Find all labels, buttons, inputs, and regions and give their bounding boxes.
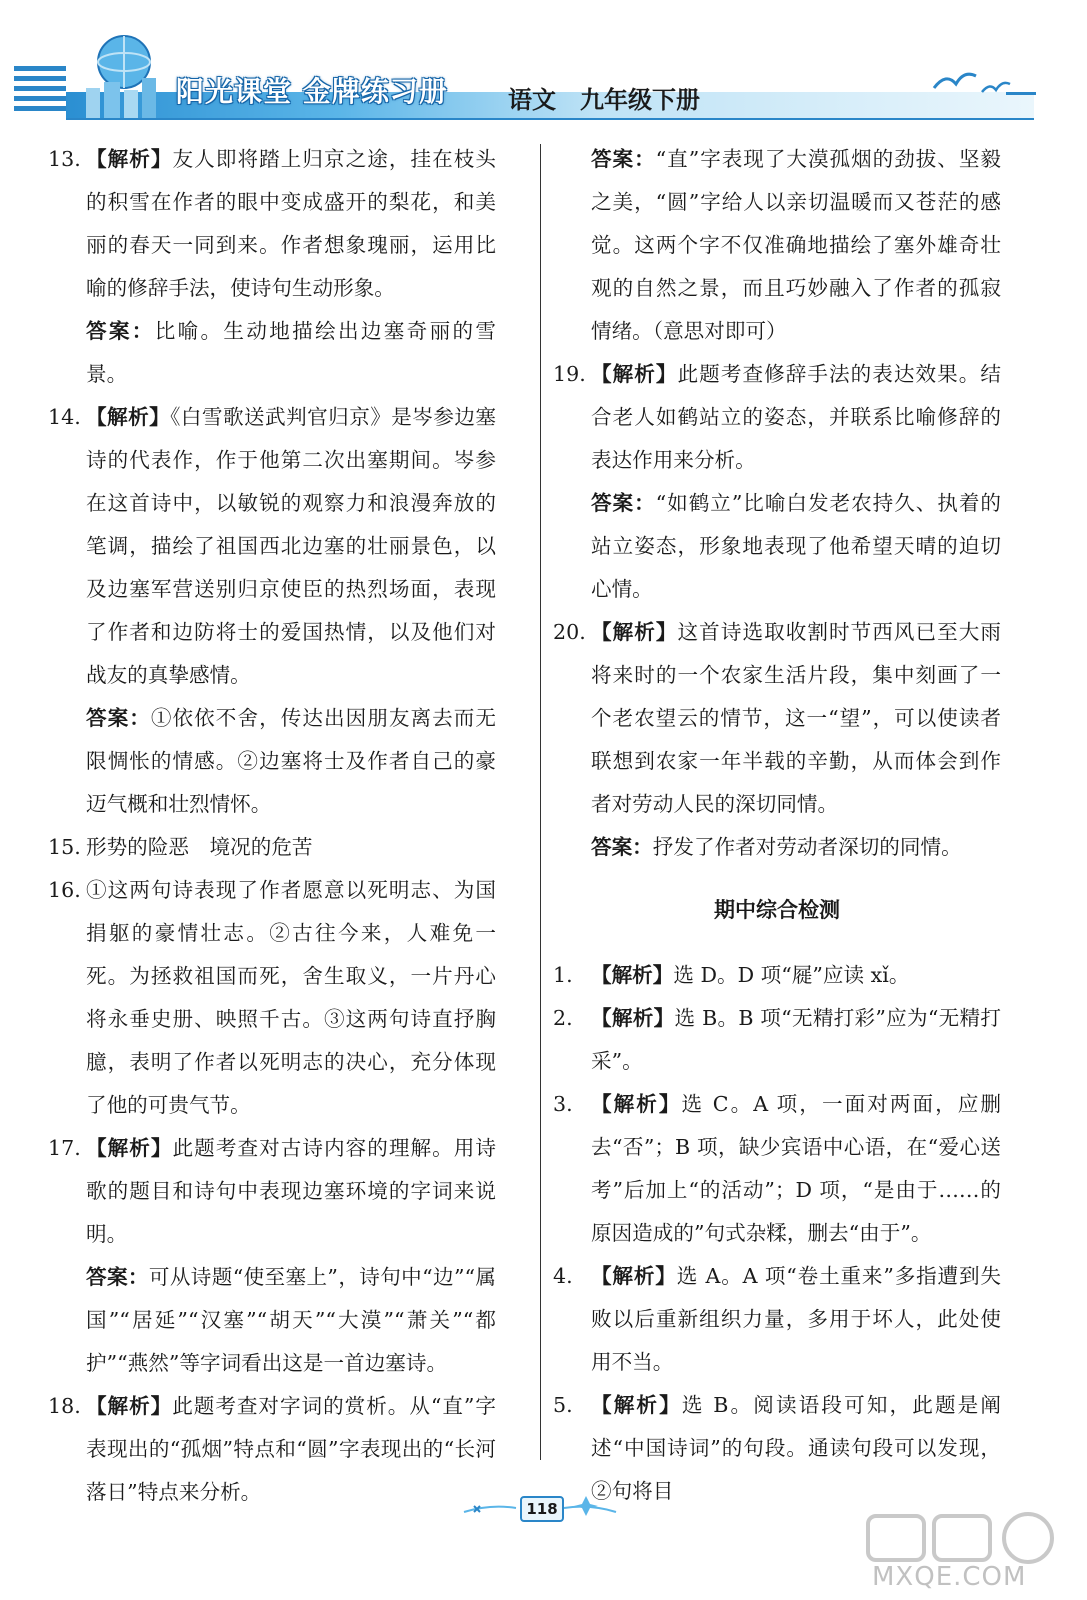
analysis-label: 【解析】 bbox=[86, 1394, 173, 1418]
question-number: 20. bbox=[553, 620, 586, 644]
question-item bbox=[48, 869, 496, 1127]
answer-label: 答案： bbox=[591, 147, 656, 171]
answer-block bbox=[48, 1256, 496, 1385]
answer-text: “直”字表现了大漠孤烟的劲拔、坚毅之美，“圆”字给人以亲切温暖而又苍茫的感觉。这两个字不仅准确地描绘了塞外雄奇壮观的自然之景，而且巧妙融入了作者的孤寂情绪。（意思对即可） bbox=[591, 147, 1002, 343]
analysis-label: 【解析】 bbox=[591, 1092, 682, 1116]
analysis-label: 【解析】 bbox=[86, 405, 171, 429]
question-item bbox=[553, 997, 1001, 1083]
question-text: 此题考查对古诗内容的理解。用诗歌的题目和诗句中表现边塞环境的字词来说明。 bbox=[86, 1136, 497, 1246]
answer-block bbox=[48, 310, 496, 396]
question-text: 选 A。A 项“卷土重来”多指遭到失败以后重新组织力量，多用于坏人，此处使用不当。 bbox=[591, 1264, 1001, 1374]
question-text: 选 B。B 项“无精打彩”应为“无精打采”。 bbox=[591, 1006, 1001, 1073]
series-title: 阳光课堂 金牌练习册 bbox=[176, 75, 448, 108]
globe-logo-icon bbox=[78, 26, 170, 122]
question-item bbox=[553, 611, 1001, 826]
answer-label: 答案： bbox=[86, 319, 155, 343]
question-item bbox=[553, 954, 1001, 997]
question-text: 形势的险恶 境况的危苦 bbox=[86, 835, 313, 859]
section-title: 期中综合检测 bbox=[714, 898, 840, 922]
question-text: 《白雪歌送武判官归京》是岑参边塞诗的代表作，作于他第二次出塞期间。岑参在这首诗中，以敏锐的观察力和浪漫奔放的笔调，描绘了祖国西北边塞的壮丽景色，以及边塞军营送别归京使臣的热烈场面，表现了作者和边防将士的爱国热情，以及他们对战友的真挚感情。 bbox=[86, 405, 497, 687]
analysis-label: 【解析】 bbox=[591, 1006, 675, 1030]
watermark-text: MXQE.COM bbox=[872, 1562, 1027, 1592]
question-item bbox=[553, 1255, 1001, 1384]
column-divider bbox=[540, 144, 541, 1460]
question-item bbox=[48, 1385, 496, 1514]
question-number: 1. bbox=[553, 963, 573, 987]
left-column bbox=[48, 138, 496, 1514]
question-item bbox=[48, 396, 496, 697]
answer-text: 可从诗题“使至塞上”，诗句中“边”“属国”“居延”“汉塞”“胡天”“大漠”“萧关”“都护”“燕然”等字词看出这是一首边塞诗。 bbox=[86, 1265, 497, 1375]
answer-block bbox=[48, 697, 496, 826]
analysis-label: 【解析】 bbox=[591, 963, 674, 987]
question-item bbox=[48, 138, 496, 310]
question-text: 此题考查修辞手法的表达效果。结合老人如鹤站立的姿态，并联系比喻修辞的表达作用来分析。 bbox=[591, 362, 1002, 472]
watermark bbox=[862, 1510, 1062, 1590]
question-text: 友人即将踏上归京之途，挂在枝头的积雪在作者的眼中变成盛开的梨花，和美丽的春天一同到来。作者想象瑰丽，运用比喻的修辞手法，使诗句生动形象。 bbox=[86, 147, 497, 300]
question-number: 19. bbox=[553, 362, 586, 386]
page-header bbox=[0, 0, 1087, 140]
question-number: 5. bbox=[553, 1393, 573, 1417]
question-number: 15. bbox=[48, 835, 81, 859]
question-number: 13. bbox=[48, 147, 81, 171]
answer-label: 答案： bbox=[86, 1265, 149, 1289]
answer-label: 答案： bbox=[86, 706, 151, 730]
birds-icon bbox=[928, 62, 1038, 102]
question-text: 此题考查对字词的赏析。从“直”字表现出的“孤烟”特点和“圆”字表现出的“长河落日”特点来分析。 bbox=[86, 1394, 496, 1504]
question-number: 4. bbox=[553, 1264, 573, 1288]
answer-block bbox=[553, 482, 1001, 611]
right-column bbox=[553, 138, 1001, 1513]
question-text: 这首诗选取收割时节西风已至大雨将来时的一个农家生活片段，集中刻画了一个老农望云的情节，这一“望”，可以使读者联想到农家一年半载的辛勤，从而体会到作者对劳动人民的深切同情。 bbox=[591, 620, 1002, 816]
question-number: 3. bbox=[553, 1092, 573, 1116]
question-item bbox=[553, 1384, 1001, 1513]
header-stripes bbox=[14, 66, 66, 118]
analysis-label: 【解析】 bbox=[591, 362, 678, 386]
question-item bbox=[48, 826, 496, 869]
answer-text: 比喻。生动地描绘出边塞奇丽的雪景。 bbox=[86, 319, 496, 386]
answer-text: ①依依不舍，传达出因朋友离去而无限惆怅的情感。②边塞将士及作者自己的豪迈气概和壮烈情怀。 bbox=[86, 706, 497, 816]
analysis-label: 【解析】 bbox=[591, 620, 678, 644]
answer-text: 抒发了作者对劳动者深切的同情。 bbox=[652, 835, 962, 859]
answer-label: 答案： bbox=[591, 491, 656, 515]
subject-grade: 语文 九年级下册 bbox=[508, 86, 700, 114]
watermark-logo-icon bbox=[862, 1510, 1062, 1566]
analysis-label: 【解析】 bbox=[86, 147, 173, 171]
page-number: 118 bbox=[520, 1496, 564, 1522]
question-number: 16. bbox=[48, 878, 81, 902]
answer-text: “如鹤立”比喻白发老农持久、执着的站立姿态，形象地表现了他希望天晴的迫切心情。 bbox=[591, 491, 1002, 601]
question-item bbox=[48, 1127, 496, 1256]
question-item bbox=[553, 1083, 1001, 1255]
question-number: 17. bbox=[48, 1136, 81, 1160]
analysis-label: 【解析】 bbox=[591, 1393, 682, 1417]
question-text: 选 D。D 项“屣”应读 xǐ。 bbox=[673, 963, 910, 987]
analysis-label: 【解析】 bbox=[86, 1136, 173, 1160]
answer-block bbox=[553, 138, 1001, 353]
analysis-label: 【解析】 bbox=[591, 1264, 677, 1288]
question-number: 2. bbox=[553, 1006, 573, 1030]
answer-block bbox=[553, 826, 1001, 869]
question-text: 选 B。阅读语段可知，此题是阐述“中国诗词”的句段。通读句段可以发现，②句将目 bbox=[591, 1393, 1001, 1503]
question-text: 选 C。A 项，一面对两面，应删去“否”；B 项，缺少宾语中心语，在“爱心送考”后加上“的活动”；D 项，“是由于……的原因造成的”句式杂糅，删去“由于”。 bbox=[591, 1092, 1001, 1245]
answer-label: 答案： bbox=[591, 835, 653, 859]
question-item bbox=[553, 353, 1001, 482]
question-number: 18. bbox=[48, 1394, 81, 1418]
question-number: 14. bbox=[48, 405, 81, 429]
page-footer bbox=[460, 1486, 620, 1530]
question-text: ①这两句诗表现了作者愿意以死明志、为国捐躯的豪情壮志。②古往今来，人难免一死。为拯救祖国而死，舍生取义，一片丹心将永垂史册、映照千古。③这两句诗直抒胸臆，表明了作者以死明志的决心，充分体现了他的可贵气节。 bbox=[86, 878, 496, 1117]
